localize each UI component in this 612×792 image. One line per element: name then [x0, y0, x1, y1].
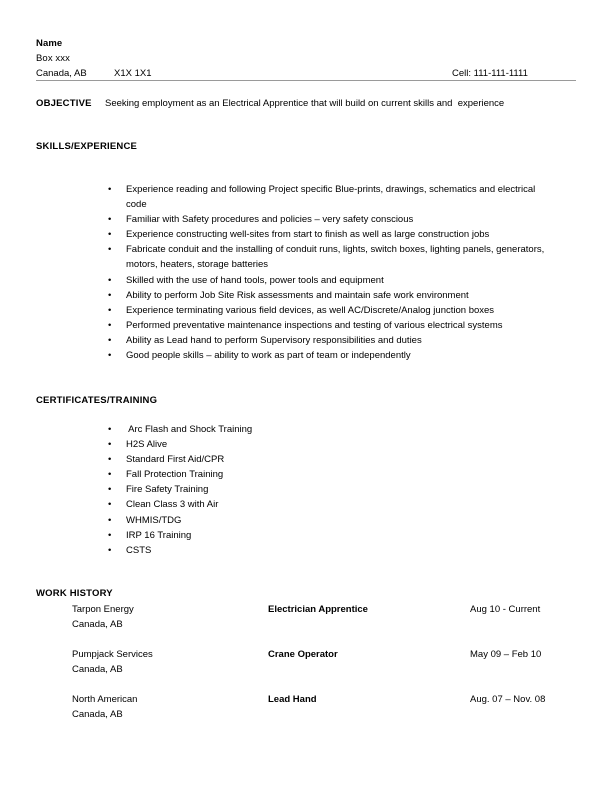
address-postal-code: X1X 1X1 — [114, 68, 152, 79]
list-item: • Experience reading and following Project specific Blue-prints, drawings, schematics and electrical code — [0, 182, 612, 212]
list-item: • H2S Alive — [0, 437, 612, 452]
list-item: • Familiar with Safety procedures and policies – very safety conscious — [0, 212, 612, 227]
list-item: • Fall Protection Training — [0, 467, 612, 482]
work-title: Crane Operator — [268, 649, 338, 660]
list-item: • WHMIS/TDG — [0, 513, 612, 528]
address-row — [36, 66, 576, 81]
list-item: • IRP 16 Training — [0, 528, 612, 543]
work-history-heading: WORK HISTORY — [36, 588, 113, 599]
work-company: North American — [72, 694, 138, 705]
list-item: • Ability to perform Job Site Risk assessments and maintain safe work environment — [0, 288, 612, 303]
objective-section — [36, 96, 576, 112]
objective-label: OBJECTIVE — [36, 98, 92, 109]
objective-text: Seeking employment as an Electrical Apprentice that will build on current skills and experience — [105, 98, 505, 109]
list-item: • Clean Class 3 with Air — [0, 497, 612, 512]
work-dates: Aug. 07 – Nov. 08 — [470, 694, 546, 705]
list-item: • Good people skills – ability to work as part of team or independently — [0, 348, 612, 363]
list-item: • Skilled with the use of hand tools, power tools and equipment — [0, 273, 612, 288]
work-history-entry — [0, 602, 612, 647]
work-title: Electrician Apprentice — [268, 604, 368, 615]
list-item: • Standard First Aid/CPR — [0, 452, 612, 467]
list-item: • CSTS — [0, 543, 612, 558]
work-history-list — [0, 602, 612, 737]
list-item: • Experience constructing well-sites from start to finish as well as large construction jobs — [0, 227, 612, 242]
list-item: • Performed preventative maintenance inspections and testing of various electrical systems — [0, 318, 612, 333]
certificates-heading: CERTIFICATES/TRAINING — [36, 395, 158, 406]
contact-phone: Cell: 111-111-1111 — [452, 68, 528, 79]
address-box: Box xxx — [36, 53, 70, 64]
work-title: Lead Hand — [268, 694, 317, 705]
work-history-entry — [0, 692, 612, 737]
list-item: • Fabricate conduit and the installing of conduit runs, lights, switch boxes, lighting panels, generators, motors, heaters, storage batteries — [0, 242, 612, 272]
work-dates: May 09 – Feb 10 — [470, 649, 542, 660]
header-divider — [36, 80, 576, 81]
applicant-name: Name — [36, 38, 63, 49]
work-company: Tarpon Energy — [72, 604, 134, 615]
work-location: Canada, AB — [72, 619, 123, 631]
skills-list — [0, 182, 612, 363]
work-location: Canada, AB — [72, 709, 123, 721]
list-item: • Fire Safety Training — [0, 482, 612, 497]
work-dates: Aug 10 - Current — [470, 604, 541, 615]
skills-heading: SKILLS/EXPERIENCE — [36, 141, 138, 152]
list-item: • Experience terminating various field devices, as well AC/Discrete/Analog junction boxes — [0, 303, 612, 318]
address-city-province: Canada, AB — [36, 68, 87, 79]
list-item: • Ability as Lead hand to perform Supervisory responsibilities and duties — [0, 333, 612, 348]
work-location: Canada, AB — [72, 664, 123, 676]
list-item: • Arc Flash and Shock Training — [0, 422, 612, 437]
work-company: Pumpjack Services — [72, 649, 153, 660]
work-history-entry — [0, 647, 612, 692]
certificates-list — [0, 422, 612, 558]
contact-header — [36, 36, 576, 81]
